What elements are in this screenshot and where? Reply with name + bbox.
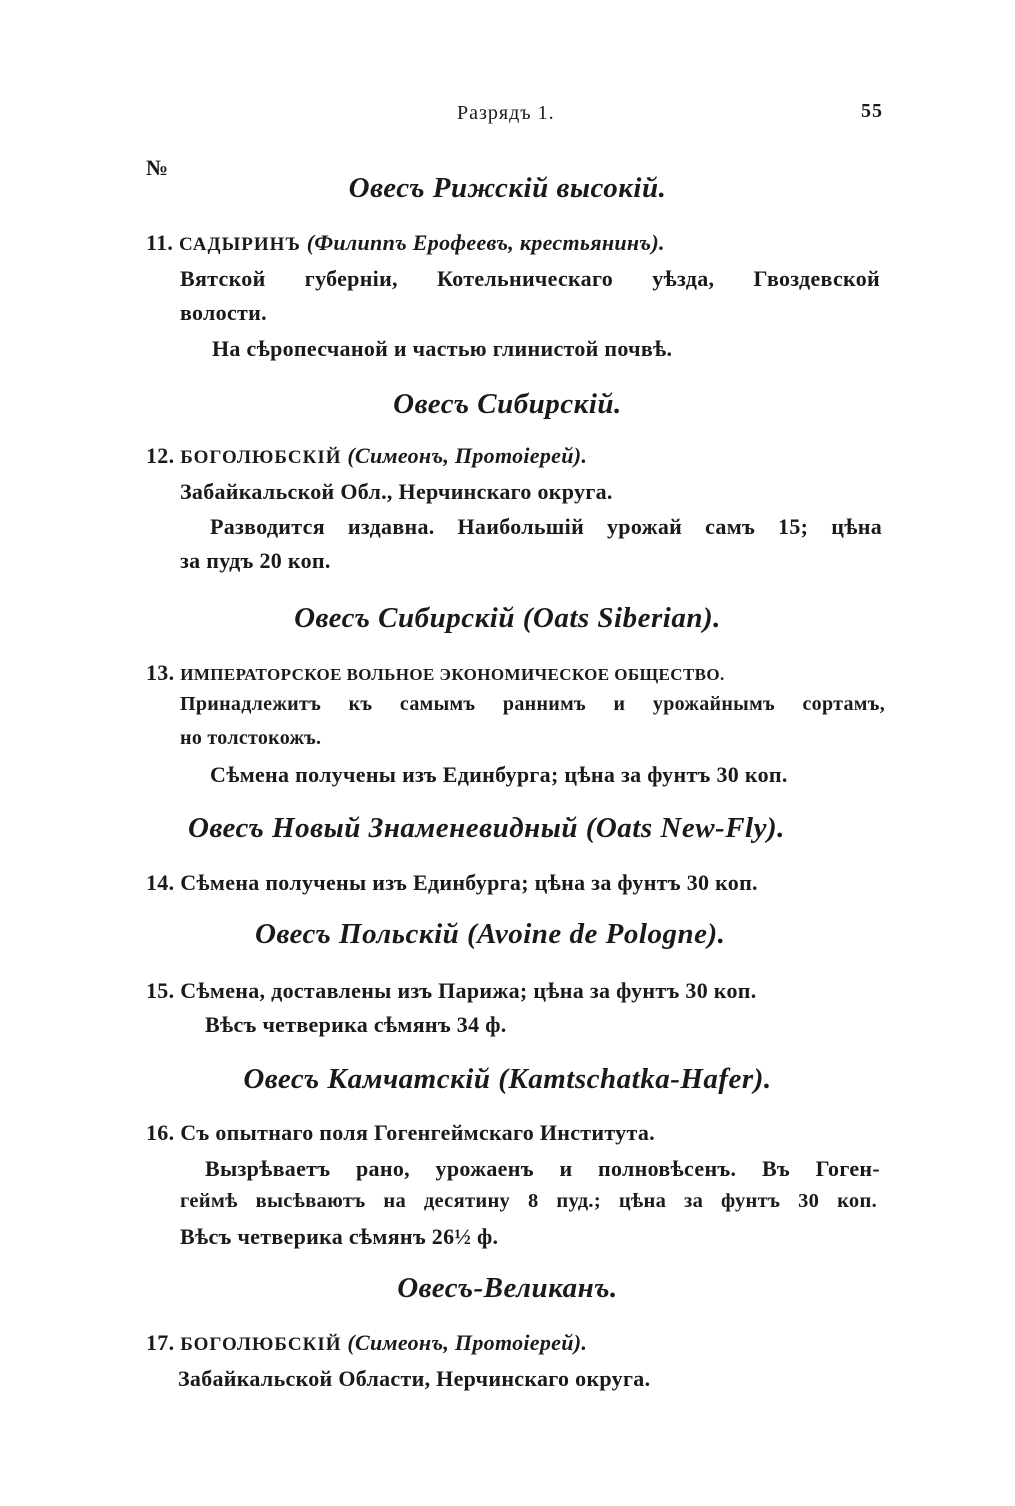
entry-text: Принадлежитъ къ самымъ раннимъ и урожайнымъ сортамъ, [180, 693, 885, 715]
entry-line [146, 978, 881, 1004]
page-number: 55 [861, 100, 883, 122]
entry-text: геймѣ высѣваютъ на десятину 8 пуд.; цѣна за фунтъ 30 коп. [180, 1190, 877, 1212]
entry-text: Сѣмена получены изъ Единбурга; цѣна за фунтъ 30 коп. [210, 762, 788, 787]
entry-line [146, 230, 665, 256]
section-heading: Овесъ Новый Знаменевидный (Oats New-Fly). [188, 812, 785, 844]
entry-line [146, 1330, 587, 1356]
entry-number: 15. [146, 978, 175, 1003]
entry-number: 14. [146, 870, 175, 895]
entry-name-note: (Симеонъ, Протоіерей). [347, 443, 588, 468]
entry-name: САДЫРИНЪ [179, 234, 301, 255]
section-heading: Овесъ Рижскій высокій. [348, 172, 667, 204]
entry-text: Вятской губерніи, Котельническаго уѣзда, Гвоздевской [180, 266, 880, 291]
section-heading: Овесъ Сибирскій. [393, 388, 622, 420]
entry-text: Забайкальской Обл., Нерчинскаго округа. [180, 479, 613, 504]
entry-name: БОГОЛЮБСКІЙ [180, 1334, 342, 1355]
entry-text: Съ опытнаго поля Гогенгеймскаго Института. [180, 1120, 655, 1145]
entry-text: Вызрѣваетъ рано, урожаенъ и полновѣсенъ. Въ Гоген- [205, 1156, 880, 1181]
entry-name-note: (Филиппъ Ерофеевъ, крестьянинъ). [306, 230, 665, 255]
entry-text: волости. [180, 300, 267, 325]
entry-name: ИМПЕРАТОРСКОЕ ВОЛЬНОЕ ЭКОНОМИЧЕСКОЕ ОБЩЕСТВО. [180, 665, 725, 684]
entry-number: 16. [146, 1120, 175, 1145]
entry-text: Сѣмена получены изъ Единбурга; цѣна за фунтъ 30 коп. [180, 870, 758, 895]
entry-text: Сѣмена, доставлены изъ Парижа; цѣна за фунтъ 30 коп. [180, 978, 757, 1003]
entry-text: Вѣсъ четверика сѣмянъ 26½ ф. [180, 1224, 499, 1249]
entry-number: 13. [146, 660, 175, 685]
section-heading: Овесъ Сибирскій (Oats Siberian). [294, 602, 721, 634]
running-header: Разрядъ 1. [457, 102, 555, 124]
entry-number: 17. [146, 1330, 175, 1355]
number-sign: № [146, 155, 169, 180]
entry-number: 12. [146, 443, 175, 468]
entry-text: Вѣсъ четверика сѣмянъ 34 ф. [205, 1012, 507, 1037]
section-heading: Овесъ-Великанъ. [397, 1272, 618, 1304]
entry-name-note: (Симеонъ, Протоіерей). [347, 1330, 588, 1355]
entry-text: На сѣропесчаной и частью глинистой почвѣ. [212, 336, 673, 361]
entry-number: 11. [146, 230, 174, 255]
entry-text: за пудъ 20 коп. [180, 548, 331, 573]
entry-name: БОГОЛЮБСКІЙ [180, 447, 342, 468]
entry-line [146, 870, 881, 896]
entry-text: Разводится издавна. Наибольшій урожай самъ 15; цѣна [210, 514, 882, 539]
section-heading: Овесъ Камчатскій (Kamtschatka-Hafer). [243, 1063, 772, 1095]
section-heading: Овесъ Польскій (Avoine de Pologne). [255, 918, 726, 950]
entry-line [146, 660, 886, 686]
entry-text: но толстокожъ. [180, 727, 322, 749]
entry-text: Забайкальской Области, Нерчинскаго округа. [178, 1366, 651, 1391]
entry-line [146, 1120, 655, 1146]
entry-line [146, 443, 587, 469]
